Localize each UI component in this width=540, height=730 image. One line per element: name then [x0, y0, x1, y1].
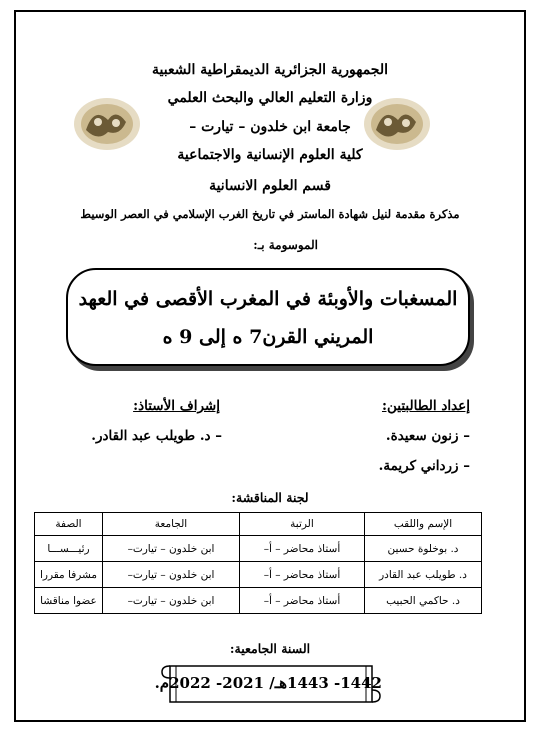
republic-line: الجمهورية الجزائرية الديمقراطية الشعبية	[151, 62, 388, 78]
member-rank: أستاذ محاضر – أ–	[240, 588, 365, 614]
member-university: ابن خلدون – تيارت–	[103, 588, 240, 614]
member-rank: أستاذ محاضر – أ–	[240, 562, 365, 588]
column-header-university: الجامعة	[103, 513, 240, 536]
table-row	[35, 588, 482, 614]
member-name: د. حاكمي الحبيب	[365, 588, 482, 614]
academic-year-value: 1442- 1443هـ/ 2021- 2022م.	[154, 674, 382, 692]
university-line: جامعة ابن خلدون – تيارت –	[189, 119, 351, 135]
member-role: عضوا مناقشا	[35, 588, 103, 614]
student-name-2: – زرداني كريمة.	[378, 458, 470, 474]
column-header-name: الإسم واللقب	[365, 513, 482, 536]
students-heading: إعداد الطالبتين:	[381, 398, 470, 414]
column-header-role: الصفة	[35, 513, 103, 536]
faculty-line: كلية العلوم الإنسانية والاجتماعية	[177, 147, 363, 163]
member-name: د. بوخلوة حسين	[365, 536, 482, 562]
committee-table	[34, 512, 482, 614]
member-role: مشرفا مقررا	[35, 562, 103, 588]
committee-header-row	[35, 513, 482, 536]
thesis-title-line-2: المريني القرن7 ه إلى 9 ه	[162, 326, 374, 348]
column-header-rank: الرتبة	[240, 513, 365, 536]
thesis-title-box	[66, 268, 470, 366]
thesis-purpose: مذكرة مقدمة لنيل شهادة الماستر في تاريخ الغرب الإسلامي في العصر الوسيط	[80, 207, 460, 221]
member-university: ابن خلدون – تيارت–	[103, 562, 240, 588]
member-name: د. طويلب عبد القادر	[365, 562, 482, 588]
member-university: ابن خلدون – تيارت–	[103, 536, 240, 562]
supervisor-name: – د. طويلب عبد القادر.	[91, 428, 222, 444]
department-line: قسم العلوم الانسانية	[209, 178, 331, 194]
thesis-title-line-1: المسغبات والأوبئة في المغرب الأقصى في العهد	[78, 288, 458, 310]
academic-year-scroll	[154, 660, 382, 708]
supervisor-heading: إشراف الأستاذ:	[133, 398, 220, 414]
academic-year-label: السنة الجامعية:	[229, 641, 311, 656]
student-name-1: – زنون سعيدة.	[385, 428, 470, 444]
member-rank: أستاذ محاضر – أ–	[240, 536, 365, 562]
titled-label: الموسومة بـ:	[253, 238, 318, 252]
member-role: رئيـــســـا	[35, 536, 103, 562]
committee-heading: لجنة المناقشة:	[231, 490, 309, 505]
ministry-line: وزارة التعليم العالي والبحث العلمي	[167, 90, 373, 106]
table-row	[35, 536, 482, 562]
table-row	[35, 562, 482, 588]
